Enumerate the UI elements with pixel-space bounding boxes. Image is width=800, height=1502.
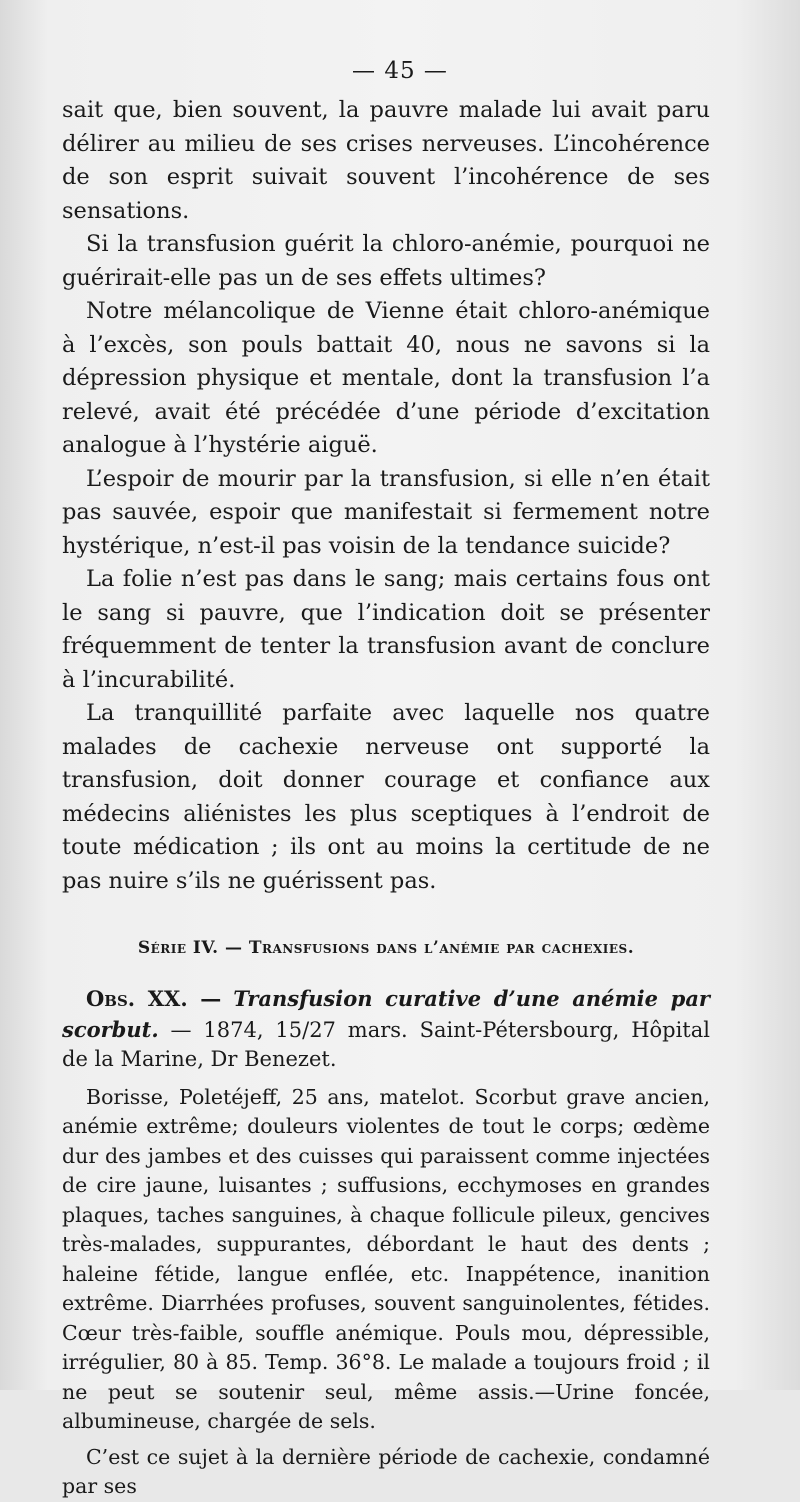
observation-title: Transfusion curative d’une anémie par scorbut. (62, 986, 710, 1042)
paragraph: Notre mélancolique de Vienne était chloro-anémique à l’excès, son pouls battait 40, nous ne savons si la dépression physique et mentale, dont la transfusion l’a relevé, avait été précédée d’une période d’excitation analogue à l’hystérie aiguë. (62, 298, 710, 458)
page-body (62, 94, 710, 1502)
observation-heading (62, 984, 710, 1075)
paragraph: L’espoir de mourir par la transfusion, si elle n’en était pas sauvée, espoir que manifestait si fermement notre hystérique, n’est-il pas voisin de la tendance suicide? (62, 465, 710, 559)
case-paragraph: C’est ce sujet à la dernière période de cachexie, condamné par ses (62, 1444, 710, 1498)
series-heading: Série IV. — Transfusions dans l’anémie par cachexies. (137, 938, 635, 958)
observation-details: — 1874, 15/27 mars. Saint-Pétersbourg, Hôpital de la Marine, Dr Benezet. (62, 1017, 710, 1071)
paragraph: sait que, bien souvent, la pauvre malade lui avait paru délirer au milieu de ses crises nerveuses. L’incohérence de son esprit suivait souvent l’incohérence de ses sensations. (62, 97, 710, 224)
page-number: — 45 — (352, 58, 448, 84)
paragraph: Si la transfusion guérit la chloro-anémie, pourquoi ne guérirait-elle pas un de ses effets ultimes? (62, 231, 710, 291)
paragraph: La tranquillité parfaite avec laquelle nos quatre malades de cachexie nerveuse ont supporté la transfusion, doit donner courage et confiance aux médecins aliénistes les plus sceptiques à l’endroit de toute médication ; ils ont au moins la certitude de ne pas nuire s’ils ne guérissent pas. (62, 700, 710, 894)
paragraph: La folie n’est pas dans le sang; mais certains fous ont le sang si pauvre, que l’indication doit se présenter fréquemment de tenter la transfusion avant de conclure à l’incurabilité. (62, 566, 710, 693)
observation-label: Obs. XX. — (86, 986, 222, 1011)
case-paragraph: Borisse, Poletéjeff, 25 ans, matelot. Scorbut grave ancien, anémie extrême; douleurs violentes de tout le corps; œdème dur des jambes et des cuisses qui paraissent comme injectées de cire jaune, luisantes ; suffusions, ecchymoses en grandes plaques, taches sanguines, à chaque follicule pileux, gencives très-malades, suppurantes, débordant le haut des dents ; haleine fétide, langue enflée, etc. Inappétence, inanition extrême. Diarrhées profuses, souvent sanguinolentes, fétides. Cœur très-faible, souffle anémique. Pouls mou, dépressible, irrégulier, 80 à 85. Temp. 36°8. Le malade a toujours froid ; il ne peut se soutenir seul, même assis.—Urine foncée, albumineuse, chargée de sels. (62, 1084, 710, 1433)
